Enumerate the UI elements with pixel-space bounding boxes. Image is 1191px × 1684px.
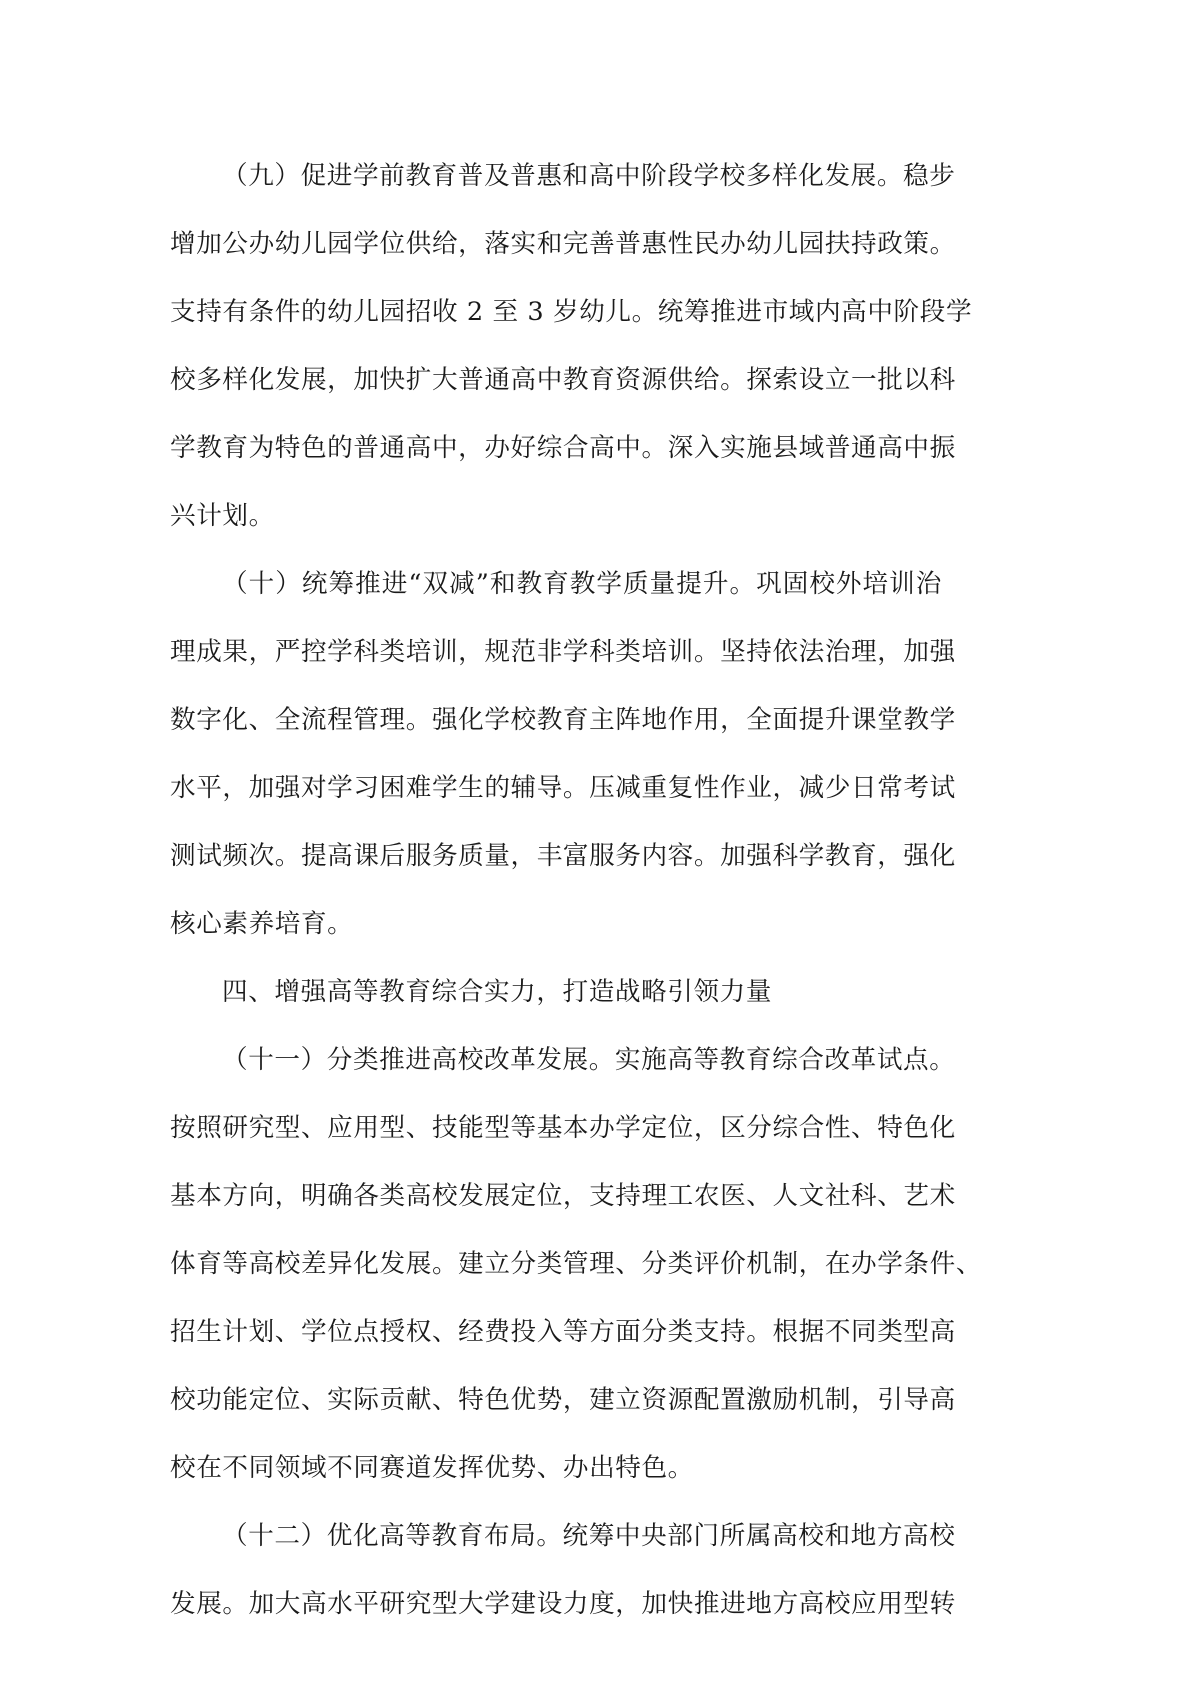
text-line: 数字化、全流程管理。强化学校教育主阵地作用，全面提升课堂教学: [170, 705, 956, 735]
section-heading-text: 四、增强高等教育综合实力，打造战略引领力量: [222, 977, 773, 1007]
text-line: 发展。加大高水平研究型大学建设力度，加快推进地方高校应用型转: [170, 1589, 956, 1619]
text-line: 增加公办幼儿园学位供给，落实和完善普惠性民办幼儿园扶持政策。: [170, 229, 956, 259]
paragraph-item-12: [170, 1502, 956, 1638]
text-line: （十二）优化高等教育布局。统筹中央部门所属高校和地方高校: [222, 1521, 956, 1551]
text-line: 支持有条件的幼儿园招收 2 至 3 岁幼儿。统筹推进市域内高中阶段学: [170, 297, 973, 327]
text-line: 兴计划。: [170, 501, 275, 531]
text-line: 理成果，严控学科类培训，规范非学科类培训。坚持依法治理，加强: [170, 637, 956, 667]
body-text: [170, 142, 983, 1638]
text-line: 校多样化发展，加快扩大普通高中教育资源供给。探索设立一批以科: [170, 365, 956, 395]
text-line: 招生计划、学位点授权、经费投入等方面分类支持。根据不同类型高: [170, 1317, 956, 1347]
section-heading: [170, 958, 942, 1026]
text-line: 校功能定位、实际贡献、特色优势，建立资源配置激励机制，引导高: [170, 1385, 956, 1415]
paragraph-item-11: [170, 1026, 983, 1502]
text-line: 水平，加强对学习困难学生的辅导。压减重复性作业，减少日常考试: [170, 773, 956, 803]
text-line: 按照研究型、应用型、技能型等基本办学定位，区分综合性、特色化: [170, 1113, 956, 1143]
paragraph-item-9: [170, 142, 973, 550]
text-line: （九）促进学前教育普及普惠和高中阶段学校多样化发展。稳步: [222, 161, 956, 191]
text-line: （十）统筹推进“双减”和教育教学质量提升。巩固校外培训治: [222, 569, 942, 599]
text-line: 基本方向，明确各类高校发展定位，支持理工农医、人文社科、艺术: [170, 1181, 956, 1211]
text-line: 测试频次。提高课后服务质量，丰富服务内容。加强科学教育，强化: [170, 841, 956, 871]
text-line: （十一）分类推进高校改革发展。实施高等教育综合改革试点。: [222, 1045, 956, 1075]
paragraph-item-10: [170, 550, 956, 958]
text-line: 体育等高校差异化发展。建立分类管理、分类评价机制，在办学条件、: [170, 1249, 983, 1279]
text-line: 校在不同领域不同赛道发挥优势、办出特色。: [170, 1453, 694, 1483]
text-line: 核心素养培育。: [170, 909, 354, 939]
text-line: 学教育为特色的普通高中，办好综合高中。深入实施县域普通高中振: [170, 433, 956, 463]
